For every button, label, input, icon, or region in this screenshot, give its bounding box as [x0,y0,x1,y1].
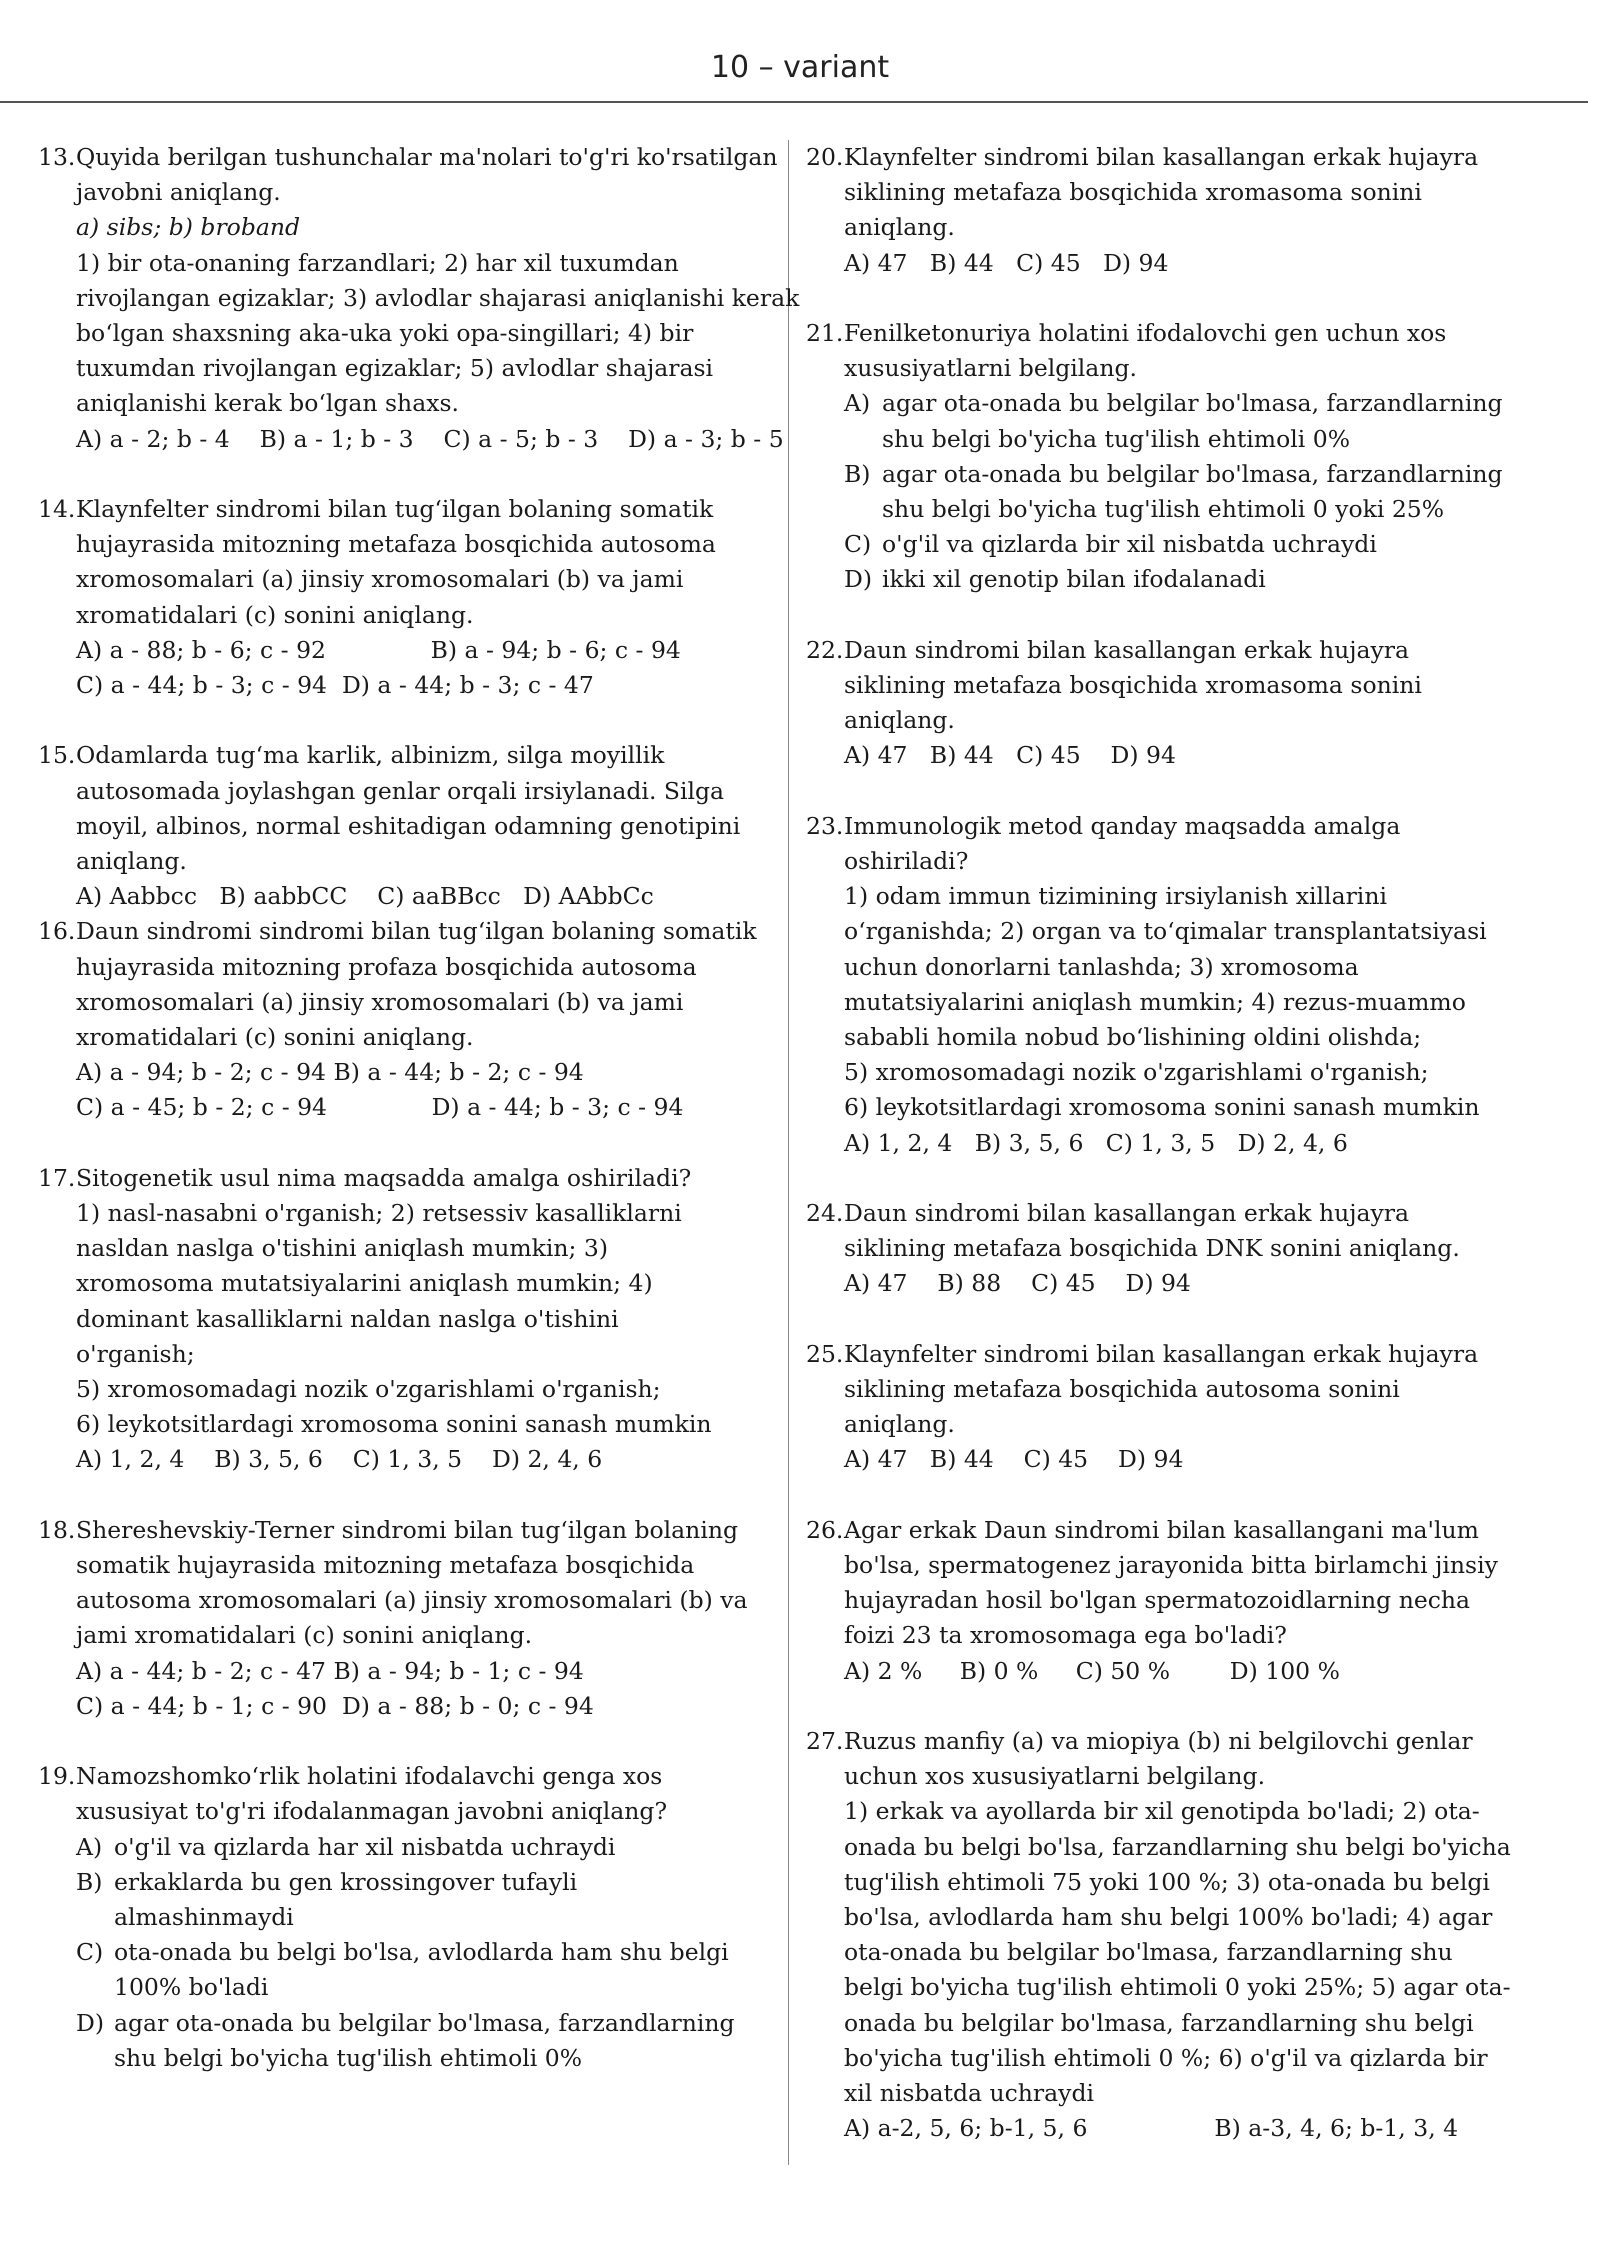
question-line: dominant kasalliklarni naldan naslga o'tishini [76,1304,619,1333]
question-17 [38,1161,776,1478]
question-line: onada bu belgilar bo'lmasa, farzandlarning shu belgi [844,2008,1474,2037]
question-number: 13. [38,143,76,171]
question-number: 24. [806,1199,844,1228]
question-line: Klaynfelter sindromi bilan kasallangan erkak hujayra [844,1339,1479,1368]
question-line: xususiyat to'g'ri ifodalanmagan javobni aniqlang? [76,1797,668,1826]
option-text: almashinmaydi [114,1903,294,1932]
option-label: C) [76,1938,104,1967]
answer-options: A) 47 B) 88 C) 45 D) 94 [844,1269,1191,1298]
answer-options: A) a - 88; b - 6; c - 92 B) a - 94; b - 6; c - 94 [76,635,681,664]
question-line: Immunologik metod qanday maqsadda amalga [844,811,1401,840]
question-line: bo'lsa, avlodlarda ham shu belgi 100% bo'ladi; 4) agar [844,1903,1493,1932]
question-line: Klaynfelter sindromi bilan kasallangan erkak hujayra [844,143,1479,171]
option-text: erkaklarda bu gen krossingover tufayli [114,1867,578,1896]
question-line: aniqlang. [76,847,187,876]
question-line: o‘rganishda; 2) organ va to‘qimalar transplantatsiyasi [844,917,1487,946]
question-13 [38,140,800,457]
question-line: Fenilketonuriya holatini ifodalovchi gen uchun xos [844,319,1447,347]
question-line: Shereshevskiy-Terner sindromi bilan tug‘ilgan bolaning [76,1515,739,1544]
question-line: uchun xos xususiyatlarni belgilang. [844,1762,1266,1791]
question-27 [806,1724,1541,2146]
question-line: xromosomalari (a) jinsiy xromosomalari (b) va jami [76,565,684,594]
question-line: autosoma xromosomalari (a) jinsiy xromosomalari (b) va [76,1586,748,1615]
option-label: C) [844,530,872,559]
answer-option-a [76,1830,776,1865]
question-number: 15. [38,741,76,770]
option-text: 100% bo'ladi [114,1973,269,2002]
question-number: 14. [38,495,76,524]
header-divider [0,101,1588,103]
question-22 [806,633,1541,774]
question-line: Sitogenetik usul nima maqsadda amalga oshiriladi? [76,1163,692,1192]
question-number: 16. [38,917,76,946]
question-20 [806,140,1541,281]
question-line: Ruzus manfiy (a) va miopiya (b) ni belgilovchi genlar [844,1727,1473,1756]
question-line: somatik hujayrasida mitozning metafaza bosqichida [76,1551,695,1580]
answer-options: A) 47 B) 44 C) 45 D) 94 [844,741,1176,770]
answer-options: A) 47 B) 44 C) 45 D) 94 [844,248,1169,277]
question-line: Namozshomko‘rlik holatini ifodalavchi genga xos [76,1762,663,1791]
question-line: 1) bir ota-onaning farzandlari; 2) har xil tuxumdan [76,248,679,277]
question-line: Daun sindromi sindromi bilan tug‘ilgan bolaning somatik [76,917,757,946]
question-line: siklining metafaza bosqichida autosoma sonini [844,1375,1400,1404]
question-line: aniqlang. [844,213,955,242]
right-column [806,140,1541,2146]
question-number: 23. [806,811,844,840]
answer-options: A) a - 2; b - 4 B) a - 1; b - 3 C) a - 5; b - 3 D) a - 3; b - 5 [76,424,784,453]
question-number: 20. [806,143,844,171]
answer-option-b [844,457,1541,527]
question-line: 1) erkak va ayollarda bir xil genotipda bo'ladi; 2) ota- [844,1797,1480,1826]
question-line: Odamlarda tug‘ma karlik, albinizm, silga moyillik [76,741,665,770]
question-line: moyil, albinos, normal eshitadigan odamning genotipini [76,811,741,840]
option-text: agar ota-onada bu belgilar bo'lmasa, farzandlarning [882,459,1503,488]
option-label: B) [76,1867,103,1896]
option-label: D) [844,565,873,594]
question-line: Daun sindromi bilan kasallangan erkak hujayra [844,1199,1410,1228]
question-line: tug'ilish ehtimoli 75 yoki 100 %; 3) ota-onada bu belgi [844,1867,1490,1896]
left-column [38,140,800,2076]
question-number: 17. [38,1163,76,1192]
question-line: xromosomalari (a) jinsiy xromosomalari (b) va jami [76,987,684,1016]
question-line: xromosoma mutatsiyalarini aniqlash mumkin; 4) [76,1269,653,1298]
question-19 [38,1759,776,2076]
question-line: tuxumdan rivojlangan egizaklar; 5) avlodlar shajarasi [76,354,714,383]
question-line: siklining metafaza bosqichida xromasoma sonini [844,178,1422,207]
answer-option-d [844,562,1541,597]
question-number: 22. [806,635,844,664]
question-18 [38,1513,776,1724]
answer-option-b [76,1865,776,1935]
question-line: oshiriladi? [844,847,969,876]
question-number: 18. [38,1515,76,1544]
question-line: xil nisbatda uchraydi [844,2079,1094,2108]
question-line: foizi 23 ta xromosomaga ega bo'ladi? [844,1621,1287,1650]
question-line: bo‘lgan shaxsning aka-uka yoki opa-singillari; 4) bir [76,319,694,348]
question-terms: a) sibs; b) broband [76,213,301,242]
question-15 [38,738,776,914]
answer-options: A) Aabbcc B) aabbCC C) aaBBcc D) AAbbCc [76,882,654,911]
question-line: belgi bo'yicha tug'ilish ehtimoli 0 yoki 25%; 5) agar ota- [844,1973,1511,2002]
answer-options: C) a - 45; b - 2; c - 94 D) a - 44; b - 3; c - 94 [76,1093,684,1122]
question-line: o'rganish; [76,1339,195,1368]
question-number: 26. [806,1515,844,1544]
option-label: B) [844,459,871,488]
page-title: 10 – variant [710,50,890,85]
option-label: A) [844,389,871,418]
question-line: 1) nasl-nasabni o'rganish; 2) retsessiv kasalliklarni [76,1199,682,1228]
option-text: shu belgi bo'yicha tug'ilish ehtimoli 0% [882,424,1351,453]
question-line: aniqlang. [844,706,955,735]
question-line: 5) xromosomadagi nozik o'zgarishlami o'rganish; [76,1375,661,1404]
question-line: xromatidalari (c) sonini aniqlang. [76,600,474,629]
question-number: 27. [806,1727,844,1756]
question-line: xromatidalari (c) sonini aniqlang. [76,1023,474,1052]
question-line: hujayrasida mitozning metafaza bosqichida autosoma [76,530,716,559]
question-line: hujayradan hosil bo'lgan spermatozoidlarning necha [844,1586,1471,1615]
question-line: ota-onada bu belgilar bo'lmasa, farzandlarning shu [844,1938,1453,1967]
option-text: o'g'il va qizlarda har xil nisbatda uchraydi [114,1832,616,1861]
question-line: javobni aniqlang. [76,178,281,207]
question-26 [806,1513,1541,1689]
option-text: ota-onada bu belgi bo'lsa, avlodlarda ham shu belgi [114,1938,729,1967]
question-line: aniqlang. [844,1410,955,1439]
answer-options: A) 2 % B) 0 % C) 50 % D) 100 % [844,1656,1340,1685]
option-label: D) [76,2008,105,2037]
answer-options: A) a - 44; b - 2; c - 47 B) a - 94; b - 1; c - 94 [76,1656,584,1685]
question-line: siklining metafaza bosqichida xromasoma sonini [844,671,1422,700]
question-line: hujayrasida mitozning profaza bosqichida autosoma [76,952,697,981]
question-line: Quyida berilgan tushunchalar ma'nolari to'g'ri ko'rsatilgan [76,143,778,171]
question-line: bo'lsa, spermatogenez jarayonida bitta birlamchi jinsiy [844,1551,1498,1580]
question-line: Klaynfelter sindromi bilan tug‘ilgan bolaning somatik [76,495,714,524]
question-line: jami xromatidalari (c) sonini aniqlang. [76,1621,533,1650]
answer-option-d [76,2006,776,2076]
question-line: siklining metafaza bosqichida DNK sonini aniqlang. [844,1234,1460,1263]
answer-options: C) a - 44; b - 1; c - 90 D) a - 88; b - 0; c - 94 [76,1691,594,1720]
question-number: 25. [806,1339,844,1368]
option-text: agar ota-onada bu belgilar bo'lmasa, farzandlarning [882,389,1503,418]
question-24 [806,1196,1541,1302]
option-text: ikki xil genotip bilan ifodalanadi [882,565,1266,594]
question-line: 1) odam immun tizimining irsiylanish xillarini [844,882,1387,911]
question-line: 5) xromosomadagi nozik o'zgarishlami o'rganish; [844,1058,1429,1087]
question-line: onada bu belgi bo'lsa, farzandlarning shu belgi bo'yicha [844,1832,1511,1861]
question-line: nasldan naslga o'tishini aniqlash mumkin; 3) [76,1234,609,1263]
question-line: Agar erkak Daun sindromi bilan kasallangani ma'lum [844,1515,1479,1544]
question-line: mutatsiyalarini aniqlash mumkin; 4) rezus-muammo [844,987,1466,1016]
question-line: autosomada joylashgan genlar orqali irsiylanadi. Silga [76,776,725,805]
question-23 [806,809,1541,1161]
question-number: 19. [38,1762,76,1791]
answer-option-c [844,527,1541,562]
question-line: aniqlanishi kerak bo‘lgan shaxs. [76,389,459,418]
question-21 [806,316,1541,598]
question-16 [38,914,776,1125]
question-line: 6) leykotsitlardagi xromosoma sonini sanash mumkin [76,1410,712,1439]
question-25 [806,1337,1541,1478]
answer-options: A) a - 94; b - 2; c - 94 B) a - 44; b - 2; c - 94 [76,1058,584,1087]
column-divider [788,140,789,2165]
answer-options: A) 1, 2, 4 B) 3, 5, 6 C) 1, 3, 5 D) 2, 4, 6 [844,1128,1348,1157]
question-line: 6) leykotsitlardagi xromosoma sonini sanash mumkin [844,1093,1480,1122]
answer-option-c [76,1935,776,2005]
question-14 [38,492,776,703]
answer-options: A) a-2, 5, 6; b-1, 5, 6 B) a-3, 4, 6; b-1, 3, 4 [844,2114,1459,2143]
option-text: shu belgi bo'yicha tug'ilish ehtimoli 0 yoki 25% [882,495,1445,524]
option-text: o'g'il va qizlarda bir xil nisbatda uchraydi [882,530,1377,559]
question-line: bo'yicha tug'ilish ehtimoli 0 %; 6) o'g'il va qizlarda bir [844,2043,1488,2072]
question-number: 21. [806,319,844,347]
option-label: A) [76,1832,103,1861]
question-line: xususiyatlarni belgilang. [844,354,1137,383]
answer-options: A) 47 B) 44 C) 45 D) 94 [844,1445,1184,1474]
question-line: uchun donorlarni tanlashda; 3) xromosoma [844,952,1359,981]
option-text: agar ota-onada bu belgilar bo'lmasa, farzandlarning [114,2008,735,2037]
question-line: rivojlangan egizaklar; 3) avlodlar shajarasi aniqlanishi kerak [76,283,800,312]
option-text: shu belgi bo'yicha tug'ilish ehtimoli 0% [114,2043,583,2072]
answer-options: A) 1, 2, 4 B) 3, 5, 6 C) 1, 3, 5 D) 2, 4, 6 [76,1445,603,1474]
question-line: Daun sindromi bilan kasallangan erkak hujayra [844,635,1410,664]
question-line: sababli homila nobud bo‘lishining oldini olishda; [844,1023,1422,1052]
answer-option-a [844,386,1541,456]
answer-options: C) a - 44; b - 3; c - 94 D) a - 44; b - 3; c - 47 [76,671,594,700]
